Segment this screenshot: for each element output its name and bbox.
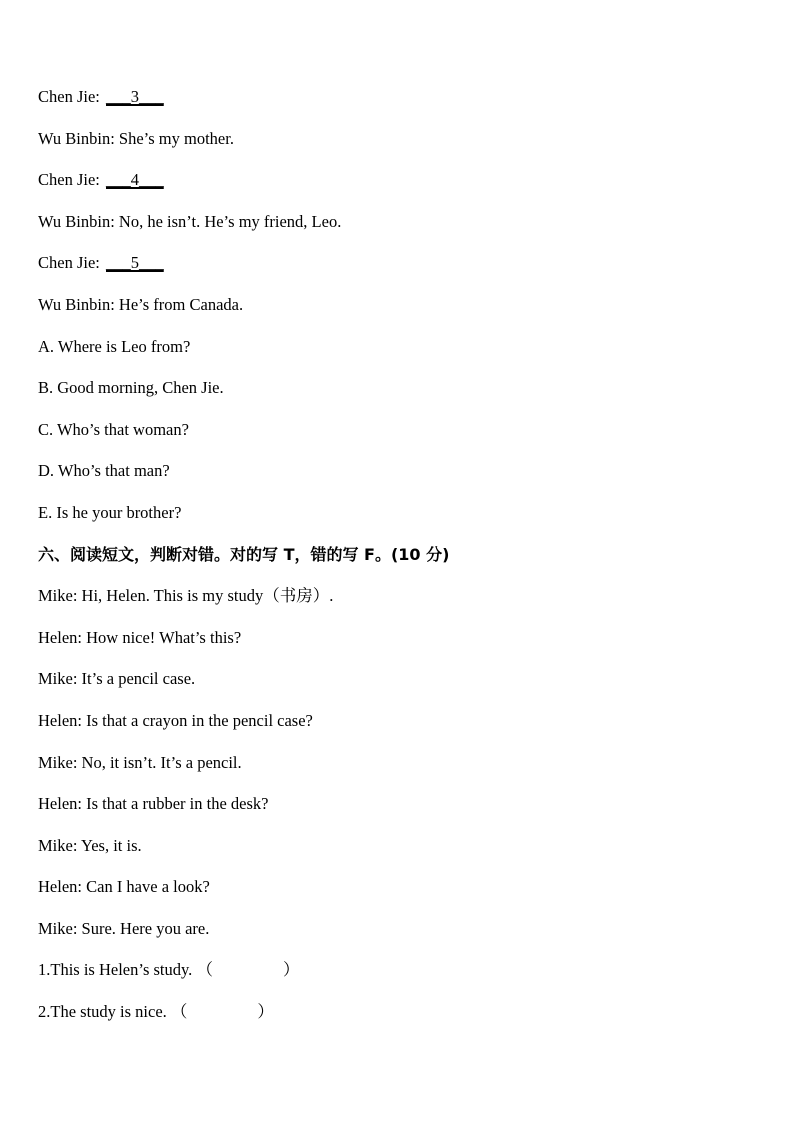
dialogue-line — [38, 918, 758, 960]
dialogue-text: Sure. Here you are. — [81, 918, 210, 938]
dialogue-line — [38, 835, 758, 877]
section-heading: 六、阅读短文，判断对错。对的写 T，错的写 F。(10 分) — [38, 544, 450, 564]
dialogue-line — [38, 128, 758, 170]
dialogue-line — [38, 585, 758, 627]
speaker: Helen: — [38, 710, 82, 730]
dialogue-line — [38, 294, 758, 336]
answer-paren-open: （ — [196, 960, 213, 980]
dialogue-text: It’s a pencil case. — [81, 669, 196, 689]
option-b: B. Good morning, Chen Jie. — [38, 378, 224, 398]
option-e: E. Is he your brother? — [38, 502, 182, 522]
dialogue-line — [38, 169, 758, 211]
speaker: Helen: — [38, 877, 82, 897]
dialogue-text: She’s my mother. — [118, 128, 234, 148]
speaker: Mike: — [38, 586, 78, 606]
speaker: Mike: — [38, 669, 78, 689]
answer-paren-close: ） — [282, 960, 300, 980]
answer-paren-open: （ — [170, 1002, 188, 1022]
dialogue-line — [38, 876, 758, 918]
question-text: 2.The study is nice. — [38, 1002, 167, 1022]
dialogue-line — [38, 86, 758, 128]
dialogue-text: Can I have a look? — [86, 877, 210, 897]
dialogue-text: How nice! What’s this? — [86, 627, 242, 647]
dialogue-line — [38, 752, 758, 794]
answer-blank-5[interactable]: ___5___ — [106, 253, 164, 273]
speaker: Helen: — [38, 627, 82, 647]
question-1 — [38, 959, 758, 1001]
speaker: Mike: — [38, 752, 78, 772]
dialogue-line — [38, 252, 758, 294]
speaker: Chen Jie: — [38, 87, 100, 106]
dialogue-text: Yes, it is. — [80, 835, 142, 855]
dialogue-text: Hi, Helen. This is my study（书房）. — [81, 586, 334, 606]
dialogue-line — [38, 211, 758, 253]
speaker: Wu Binbin: — [38, 128, 115, 148]
answer-blank-4[interactable]: ___4___ — [106, 170, 164, 190]
dialogue-text: No, it isn’t. It’s a pencil. — [81, 752, 242, 772]
speaker: Chen Jie: — [38, 253, 100, 273]
dialogue-line — [38, 793, 758, 835]
dialogue-line — [38, 668, 758, 710]
dialogue-text: He’s from Canada. — [118, 294, 244, 314]
worksheet-page — [38, 86, 758, 1043]
option-c: C. Who’s that woman? — [38, 419, 189, 439]
dialogue-text: No, he isn’t. He’s my friend, Leo. — [118, 211, 342, 231]
option-a: A. Where is Leo from? — [38, 336, 191, 356]
answer-paren-close: ） — [257, 1002, 274, 1022]
dialogue-text: Is that a rubber in the desk? — [86, 794, 269, 814]
speaker: Wu Binbin: — [38, 294, 115, 314]
option-d: D. Who’s that man? — [38, 461, 170, 481]
speaker: Mike: — [38, 918, 78, 938]
speaker: Wu Binbin: — [38, 211, 115, 231]
speaker: Helen: — [38, 794, 82, 814]
question-text: 1.This is Helen’s study. — [38, 960, 193, 980]
speaker: Mike: — [38, 835, 78, 855]
dialogue-line — [38, 627, 758, 669]
question-2 — [38, 1001, 758, 1043]
answer-blank-3[interactable]: ___3___ — [106, 87, 164, 106]
dialogue-text: Is that a crayon in the pencil case? — [86, 710, 313, 730]
dialogue-line — [38, 710, 758, 752]
speaker: Chen Jie: — [38, 170, 100, 190]
